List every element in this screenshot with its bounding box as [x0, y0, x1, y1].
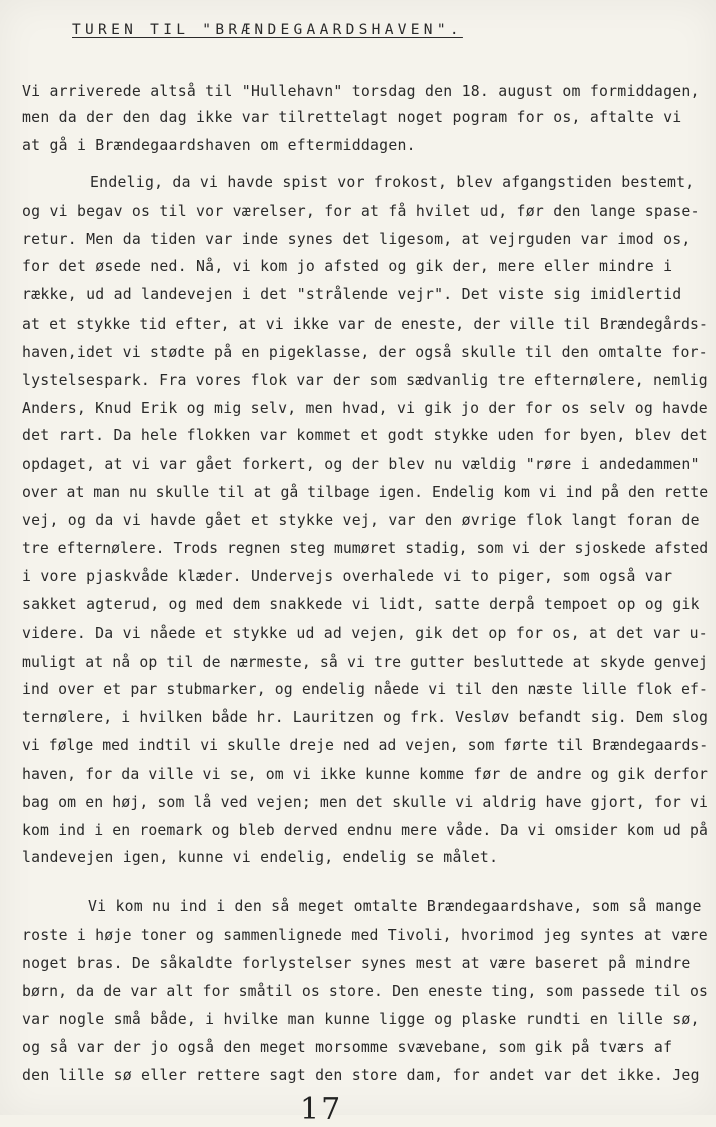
- text-line: men da der den dag ikke var tilrettelagt noget pogram for os, aftalte vi: [22, 109, 682, 126]
- text-line: og så var der jo også den meget morsomme svævebane, som gik på tværs af: [22, 1039, 673, 1056]
- text-line: tre efternølere. Trods regnen steg mumøret stadig, som vi der sjoskede afsted: [22, 540, 709, 557]
- text-line: retur. Men da tiden var inde synes det ligesom, at vejrguden var imod os,: [22, 231, 691, 248]
- text-line: børn, da de var alt for småtil os store. Den eneste ting, som passede til os: [22, 983, 709, 1000]
- text-line: lystelsespark. Fra vores flok var der som sædvanlig tre efternølere, nemlig: [22, 372, 708, 389]
- text-line: haven,idet vi stødte på en pigeklasse, der også skulle til den omtalte for-: [22, 344, 708, 361]
- text-line: i vore pjaskvåde klæder. Undervejs overhalede vi to piger, som også var: [22, 568, 673, 585]
- text-line: Endelig, da vi havde spist vor frokost, blev afgangstiden bestemt,: [90, 174, 695, 191]
- text-line: bag om en høj, som lå ved vejen; men det skulle vi aldrig have gjort, for vi: [22, 794, 709, 811]
- text-line: at gå i Brændegaardshaven om eftermiddagen.: [22, 137, 416, 154]
- page-number: 17: [300, 1092, 343, 1127]
- text-line: kom ind i en roemark og bleb derved endnu mere våde. Da vi omsider kom ud på: [22, 822, 709, 839]
- text-line: muligt at nå op til de nærmeste, så vi tre gutter besluttede at skyde genvej: [22, 654, 709, 671]
- text-line: ternølere, i hvilken både hr. Lauritzen og frk. Vesløv befandt sig. Dem slog: [22, 709, 709, 726]
- text-line: videre. Da vi nåede et stykke ud ad vejen, gik det op for os, at det var u-: [22, 625, 708, 642]
- text-line: landevejen igen, kunne vi endelig, endelig se målet.: [22, 849, 499, 866]
- text-line: Anders, Knud Erik og mig selv, men hvad, vi gik jo der for os selv og havde: [22, 400, 708, 417]
- text-line: Vi kom nu ind i den så meget omtalte Brændegaardshave, som så mange: [88, 898, 702, 915]
- text-line: haven, for da ville vi se, om vi ikke kunne komme før de andre og gik derfor: [22, 766, 709, 783]
- text-line: over at man nu skulle til at gå tilbage igen. Endelig kom vi ind på den rette: [22, 484, 709, 501]
- text-line: vej, og da vi havde gået et stykke vej, var den øvrige flok langt foran de: [22, 512, 700, 529]
- text-line: ind over et par stubmarker, og endelig nåede vi til den næste lille flok ef-: [22, 681, 709, 698]
- text-line: var nogle små både, i hvilke man kunne ligge og plaske rundti en lille sø,: [22, 1011, 700, 1028]
- text-line: række, ud ad landevejen i det "strålende vejr". Det viste sig imidlertid: [22, 286, 682, 303]
- text-line: at et stykke tid efter, at vi ikke var de eneste, der ville til Brændegårds-: [22, 316, 709, 333]
- document-title: TUREN TIL "BRÆNDEGAARDSHAVEN".: [72, 22, 463, 38]
- text-line: den lille sø eller rettere sagt den store dam, for andet var det ikke. Jeg: [22, 1067, 700, 1084]
- text-line: det rart. Da hele flokken var kommet et godt stykke uden for byen, blev det: [22, 427, 708, 444]
- text-line: sakket agterud, og med dem snakkede vi lidt, satte derpå tempoet op og gik: [22, 596, 700, 613]
- text-line: for det øsede ned. Nå, vi kom jo afsted og gik der, mere eller mindre i: [22, 258, 673, 275]
- text-line: roste i høje toner og sammenlignede med Tivoli, hvorimod jeg syntes at være: [22, 927, 708, 944]
- text-line: vi følge med indtil vi skulle dreje ned ad vejen, som førte til Brændegaards-: [22, 737, 709, 754]
- text-line: opdaget, at vi var gået forkert, og der blev nu vældig "røre i andedammen": [22, 456, 700, 473]
- text-line: noget bras. De såkaldte forlystelser synes mest at være baseret på mindre: [22, 955, 691, 972]
- text-line: Vi arriverede altså til "Hullehavn" torsdag den 18. august om formiddagen,: [22, 83, 700, 100]
- text-line: og vi begav os til vor værelser, for at få hvilet ud, før den lange spase-: [22, 203, 700, 220]
